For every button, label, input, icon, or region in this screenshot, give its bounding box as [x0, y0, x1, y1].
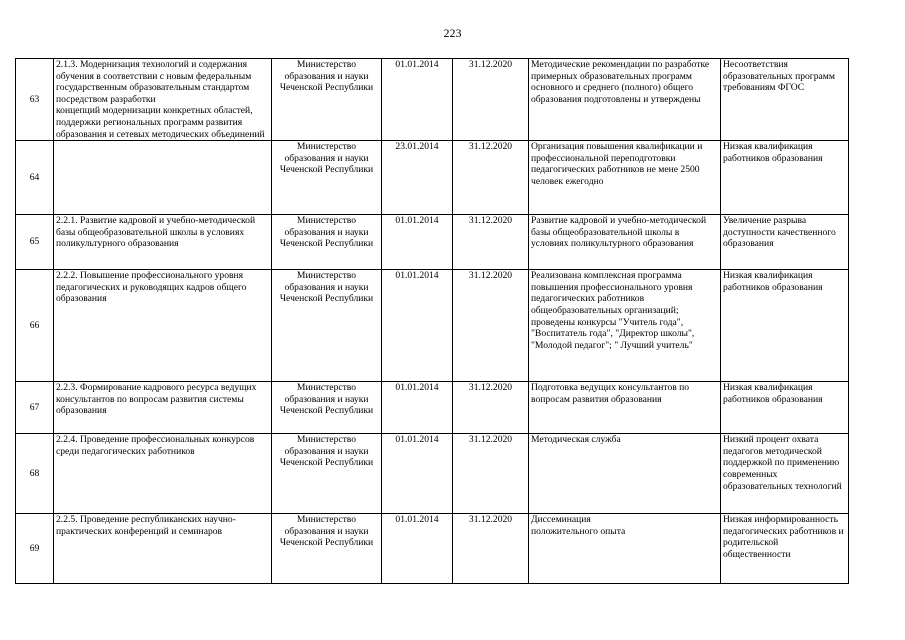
start-date-cell — [382, 382, 453, 434]
start-date: 01.01.2014 — [395, 514, 439, 526]
executor: Министерство образования и науки Чеченской Республики — [279, 270, 374, 305]
activity-description: 2.2.5. Проведение республиканских научно-практических конференций и семинаров — [56, 514, 236, 537]
expected-result-cell — [529, 141, 721, 215]
expected-result-cell — [529, 434, 721, 514]
activity-description: 2.2.2. Повышение профессионального уровня педагогических и руководящих кадров общего образования — [56, 270, 247, 305]
table-row — [16, 434, 849, 514]
executor: Министерство образования и науки Чеченской Республики — [279, 382, 374, 417]
start-date: 01.01.2014 — [395, 434, 439, 446]
expected-result: Развитие кадровой и учебно-методической базы общеобразовательной школы в условиях поликультурного образования — [531, 215, 707, 250]
table-row — [16, 59, 849, 141]
start-date: 01.01.2014 — [395, 270, 439, 282]
start-date-cell — [382, 141, 453, 215]
expected-result: Реализована комплексная программа повышения профессионального уровня педагогических работников общеобразовательных организаций; проведены конкурсы "Учитель года", "Воспитатель года", "Директор школы", "Молодой педагог"; " Лучший учитель" — [531, 270, 695, 351]
expected-result: Методические рекомендации по разработке примерных образовательных программ основного и среднего (полного) общего образования подготовлены и утверждены — [531, 59, 710, 105]
end-date: 31.12.2020 — [468, 215, 513, 227]
risk-description-cell — [721, 514, 849, 584]
table-row — [16, 141, 849, 215]
expected-result: Диссеминация положительного опыта — [531, 514, 626, 537]
start-date-cell — [382, 434, 453, 514]
table-row — [16, 382, 849, 434]
activity-description-cell — [54, 382, 272, 434]
row-number-cell — [16, 215, 54, 270]
table-row — [16, 514, 849, 584]
activity-description-cell — [54, 514, 272, 584]
end-date-cell — [453, 215, 529, 270]
executor-cell — [272, 382, 382, 434]
risk-description: Низкая квалификация работников образования — [723, 141, 823, 164]
end-date: 31.12.2020 — [468, 270, 513, 282]
end-date-cell — [453, 514, 529, 584]
row-number-cell — [16, 270, 54, 382]
end-date-cell — [453, 382, 529, 434]
expected-result-cell — [529, 382, 721, 434]
executor: Министерство образования и науки Чеченской Республики — [279, 215, 374, 250]
activity-description: 2.2.1. Развитие кадровой и учебно-методической базы общеобразовательной школы в условиях поликультурного образования — [56, 215, 256, 250]
risk-description-cell — [721, 141, 849, 215]
row-number: 67 — [29, 401, 40, 413]
row-number-cell — [16, 141, 54, 215]
executor: Министерство образования и науки Чеченской Республики — [279, 434, 374, 469]
expected-result-cell — [529, 215, 721, 270]
end-date-cell — [453, 141, 529, 215]
activity-description-cell — [54, 434, 272, 514]
row-number: 63 — [29, 93, 40, 105]
end-date-cell — [453, 59, 529, 141]
risk-description: Увеличение разрыва доступности качественного образования — [723, 215, 836, 250]
executor-cell — [272, 514, 382, 584]
expected-result: Методическая служба — [531, 434, 621, 446]
activity-table — [15, 58, 849, 584]
start-date-cell — [382, 215, 453, 270]
executor-cell — [272, 270, 382, 382]
executor-cell — [272, 59, 382, 141]
start-date-cell — [382, 514, 453, 584]
activity-description-cell — [54, 141, 272, 215]
row-number-cell — [16, 514, 54, 584]
executor-cell — [272, 215, 382, 270]
start-date: 01.01.2014 — [395, 215, 439, 227]
expected-result: Организация повышения квалификации и профессиональной переподготовки педагогических работников не мене 2500 человек ежегодно — [531, 141, 703, 187]
start-date-cell — [382, 59, 453, 141]
start-date-cell — [382, 270, 453, 382]
end-date-cell — [453, 270, 529, 382]
end-date: 31.12.2020 — [468, 382, 513, 394]
risk-description: Несоответствия образовательных программ требованиям ФГОС — [723, 59, 835, 94]
row-number: 69 — [29, 542, 40, 554]
row-number-cell — [16, 59, 54, 141]
risk-description-cell — [721, 215, 849, 270]
activity-description: 2.2.4. Проведение профессиональных конкурсов среди педагогических работников — [56, 434, 255, 457]
risk-description-cell — [721, 382, 849, 434]
row-number-cell — [16, 434, 54, 514]
risk-description: Низкая квалификация работников образования — [723, 382, 823, 405]
row-number: 65 — [29, 236, 40, 248]
table-row — [16, 215, 849, 270]
expected-result-cell — [529, 59, 721, 141]
expected-result-cell — [529, 270, 721, 382]
row-number-cell — [16, 382, 54, 434]
end-date: 31.12.2020 — [468, 59, 513, 70]
executor-cell — [272, 434, 382, 514]
row-number: 66 — [29, 319, 40, 331]
risk-description-cell — [721, 59, 849, 141]
start-date: 23.01.2014 — [395, 141, 439, 153]
risk-description-cell — [721, 434, 849, 514]
activity-description: 2.1.3. Модернизация технологий и содержания обучения в соответствии с новым федеральным государственным образовательным стандартом посредством разработки концепций модернизации конкретных областей, поддержки региональных программ развития образования и сетевых методических объединений — [56, 59, 265, 140]
start-date: 01.01.2014 — [395, 59, 439, 70]
activity-description: 2.2.3. Формирование кадрового ресурса ведущих консультантов по вопросам развития системы образования — [56, 382, 257, 417]
end-date-cell — [453, 434, 529, 514]
end-date: 31.12.2020 — [468, 141, 513, 153]
risk-description: Низкая информированность педагогических работников и родительской общественности — [723, 514, 844, 560]
activity-description-cell — [54, 59, 272, 141]
risk-description: Низкая квалификация работников образования — [723, 270, 823, 293]
executor-cell — [272, 141, 382, 215]
risk-description-cell — [721, 270, 849, 382]
row-number: 68 — [29, 467, 40, 479]
expected-result-cell — [529, 514, 721, 584]
expected-result: Подготовка ведущих консультантов по вопросам развития образования — [531, 382, 690, 405]
row-number: 64 — [29, 171, 40, 183]
page-number: 223 — [443, 26, 462, 40]
executor: Министерство образования и науки Чеченской Республики — [279, 59, 374, 94]
activity-description-cell — [54, 270, 272, 382]
activity-description-cell — [54, 215, 272, 270]
end-date: 31.12.2020 — [468, 514, 513, 526]
executor: Министерство образования и науки Чеченской Республики — [279, 141, 374, 176]
executor: Министерство образования и науки Чеченской Республики — [279, 514, 374, 549]
table-row — [16, 270, 849, 382]
start-date: 01.01.2014 — [395, 382, 439, 394]
risk-description: Низкий процент охвата педагогов методической поддержкой по применению современных образовательных технологий — [723, 434, 842, 492]
end-date: 31.12.2020 — [468, 434, 513, 446]
